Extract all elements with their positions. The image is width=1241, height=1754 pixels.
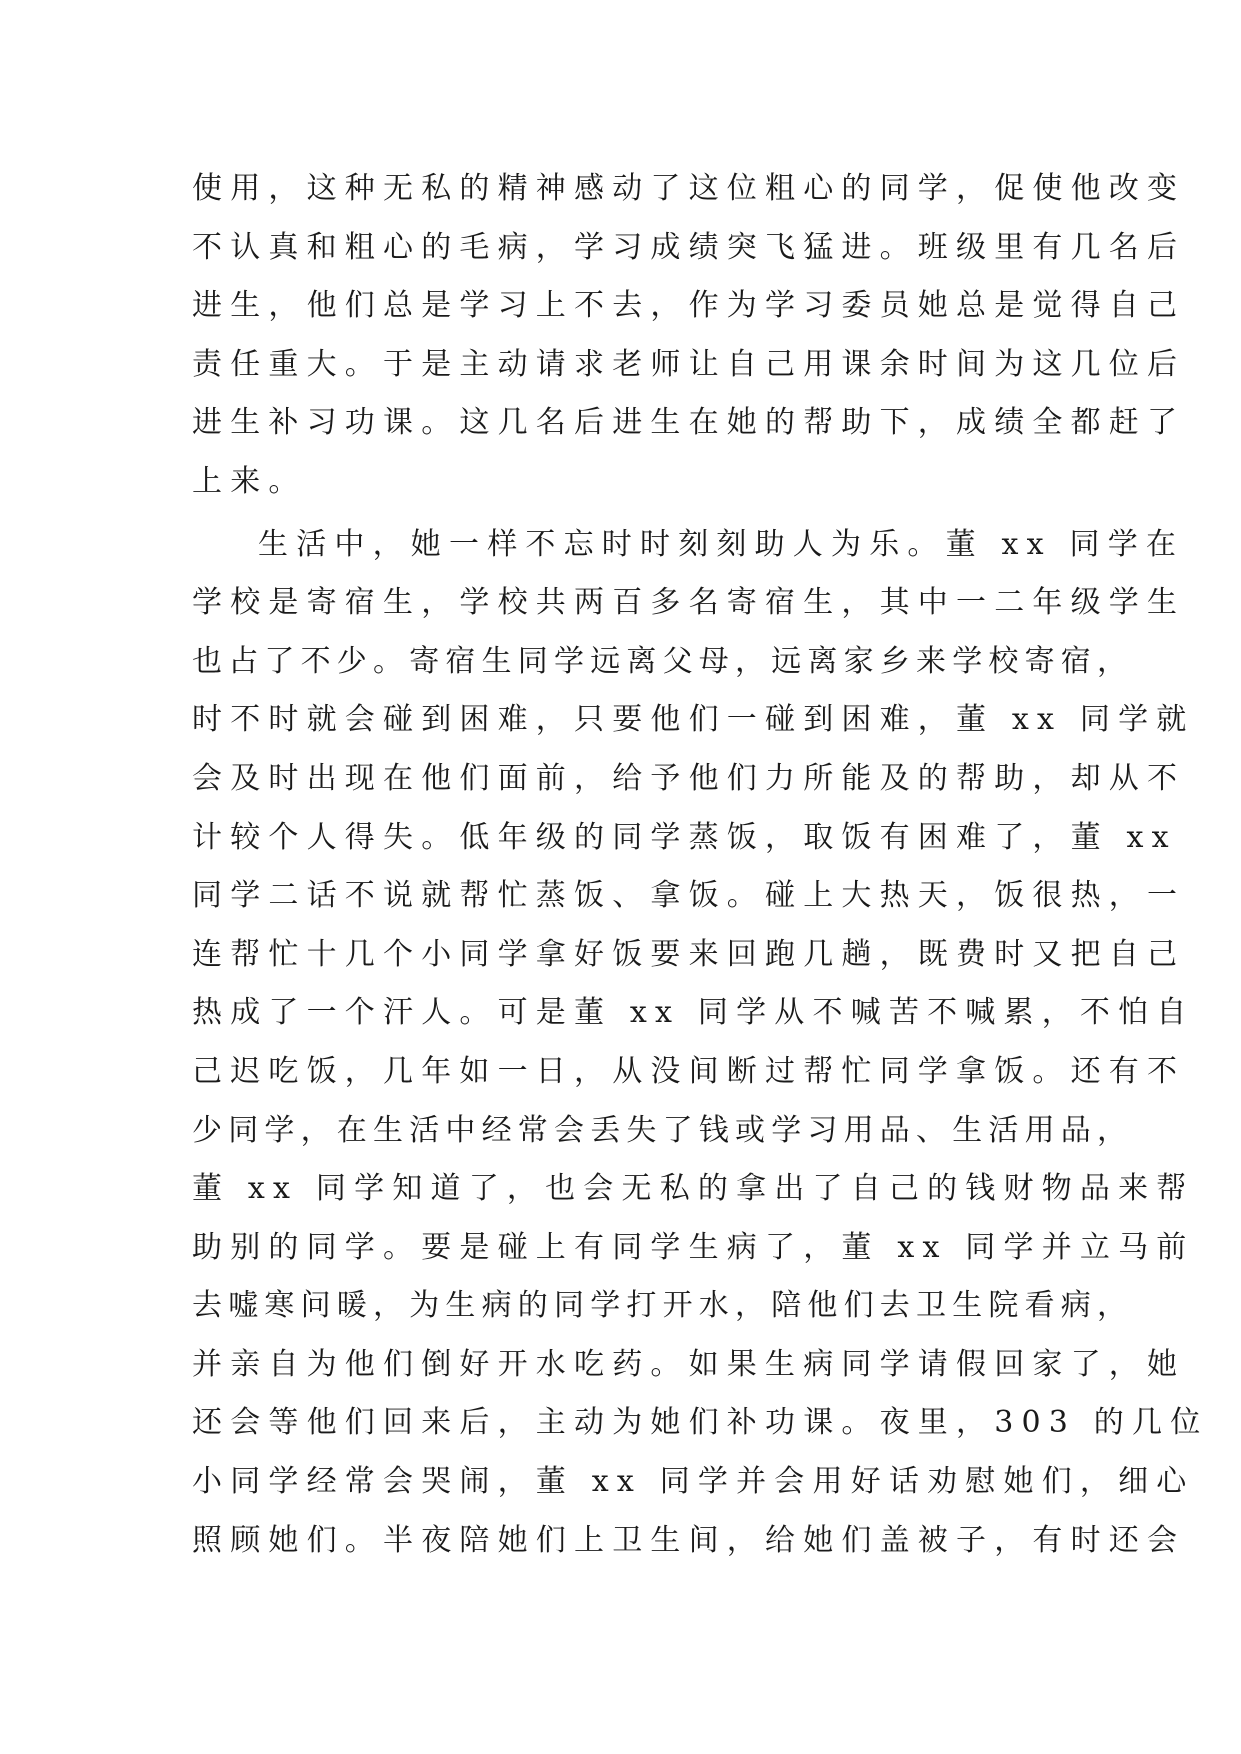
- text-line: 上来。: [192, 463, 307, 499]
- text-line: 去嘘寒问暖，为生病的同学打开水，陪他们去卫生院看病，: [192, 1288, 1134, 1324]
- text-line: 使用，这种无私的精神感动了这位粗心的同学，促使他改变: [192, 171, 1186, 206]
- text-line: 同学二话不说就帮忙蒸饭、拿饭。碰上大热天，饭很热，一: [192, 878, 1186, 914]
- text-line-indented: 生活中，她一样不忘时时刻刻助人为乐。董 xx 同学在: [258, 526, 1185, 562]
- paragraph-1: [192, 160, 1186, 512]
- text-line: 连帮忙十几个小同学拿好饭要来回跑几趟，既费时又把自己: [192, 936, 1186, 972]
- text-line: 也占了不少。寄宿生同学远离父母，远离家乡来学校寄宿，: [192, 643, 1134, 679]
- body-text: [192, 160, 1209, 1570]
- text-line: 热成了一个汗人。可是董 xx 同学从不喊苦不喊累，不怕自: [192, 995, 1195, 1031]
- text-line: 还会等他们回来后，主动为她们补功课。夜里，303 的几位: [192, 1405, 1209, 1441]
- text-line: 助别的同学。要是碰上有同学生病了，董 xx 同学并立马前: [192, 1229, 1195, 1265]
- text-line: 时不时就会碰到困难，只要他们一碰到困难，董 xx 同学就: [192, 702, 1195, 738]
- text-line: 并亲自为他们倒好开水吃药。如果生病同学请假回家了，她: [192, 1346, 1186, 1382]
- text-line: 小同学经常会哭闹，董 xx 同学并会用好话劝慰她们，细心: [192, 1464, 1195, 1500]
- text-line: 进生，他们总是学习上不去，作为学习委员她总是觉得自己: [192, 288, 1186, 324]
- text-line: 责任重大。于是主动请求老师让自己用课余时间为这几位后: [192, 346, 1186, 382]
- text-line: 会及时出现在他们面前，给予他们力所能及的帮助，却从不: [192, 760, 1186, 796]
- text-line: 进生补习功课。这几名后进生在她的帮助下，成绩全都赶了: [192, 405, 1186, 441]
- text-line: 照顾她们。半夜陪她们上卫生间，给她们盖被子，有时还会: [192, 1522, 1186, 1558]
- text-line: 己迟吃饭，几年如一日，从没间断过帮忙同学拿饭。还有不: [192, 1053, 1186, 1089]
- text-line: 计较个人得失。低年级的同学蒸饭，取饭有困难了，董 xx: [192, 819, 1177, 855]
- text-line: 董 xx 同学知道了，也会无私的拿出了自己的钱财物品来帮: [192, 1171, 1195, 1207]
- text-line: 不认真和粗心的毛病，学习成绩突飞猛进。班级里有几名后: [192, 229, 1186, 265]
- text-line: 学校是寄宿生，学校共两百多名寄宿生，其中一二年级学生: [192, 585, 1186, 621]
- paragraph-2: [192, 516, 1209, 1571]
- text-line: 少同学，在生活中经常会丢失了钱或学习用品、生活用品，: [192, 1112, 1134, 1148]
